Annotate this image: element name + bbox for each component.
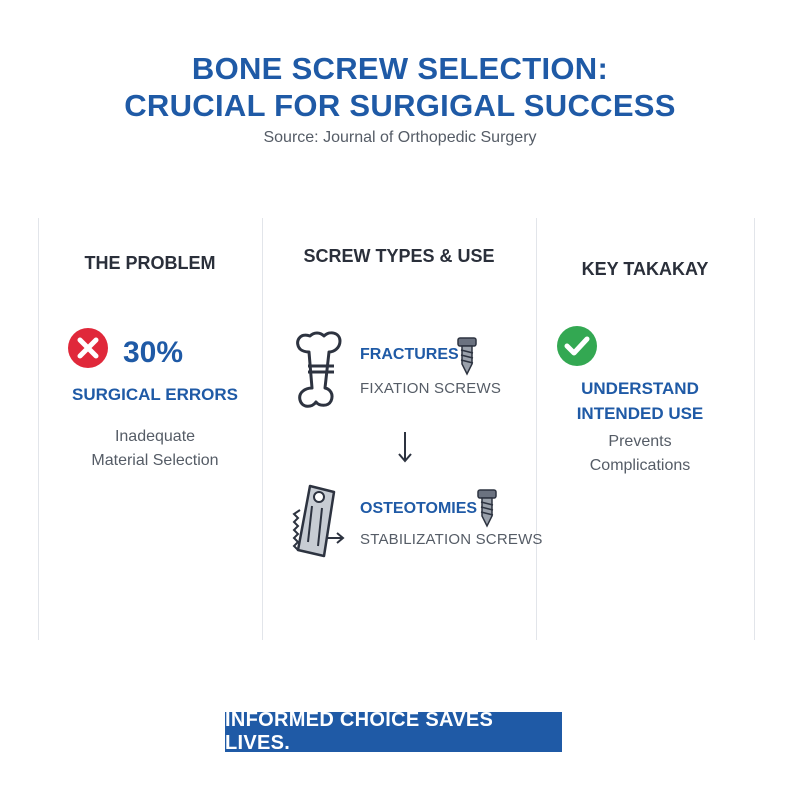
takeaway-label bbox=[540, 376, 740, 426]
problem-stat-label: SURGICAL ERRORS bbox=[72, 385, 238, 404]
source-line: Source: Journal of Orthopedic Surgery bbox=[263, 129, 537, 146]
divider bbox=[262, 218, 263, 640]
bone-icon bbox=[294, 330, 348, 415]
stabilization-label: STABILIZATION SCREWS bbox=[360, 531, 543, 548]
divider bbox=[536, 218, 537, 640]
problem-stat: 30% bbox=[123, 336, 184, 369]
takeaway-description bbox=[540, 430, 740, 478]
screw-icon bbox=[456, 336, 478, 381]
osteotomies-label: OSTEOTOMIES bbox=[360, 500, 478, 517]
screw-types-heading: SCREW TYPES & USE bbox=[303, 246, 495, 266]
takeaway-heading: KEY TAKAKAY bbox=[581, 259, 709, 279]
takeaway-desc-line-1: Prevents bbox=[608, 433, 672, 450]
check-circle-icon bbox=[556, 325, 598, 372]
problem-desc-line-2: Material Selection bbox=[91, 452, 219, 469]
page-title bbox=[0, 50, 800, 124]
fixation-label: FIXATION SCREWS bbox=[360, 380, 502, 397]
problem-description bbox=[50, 425, 260, 473]
divider bbox=[38, 218, 39, 640]
title-line-1: BONE SCREW SELECTION: bbox=[191, 51, 609, 86]
arrow-right-icon bbox=[325, 530, 345, 551]
takeaway-label-line-2: INTENDED USE bbox=[576, 404, 704, 423]
title-line-2: CRUCIAL FOR SURGIGAL SUCCESS bbox=[124, 88, 676, 123]
takeaway-desc-line-2: Complications bbox=[589, 457, 691, 474]
problem-desc-line-1: Inadequate bbox=[114, 428, 196, 445]
problem-heading: THE PROBLEM bbox=[84, 253, 216, 273]
bone-plate-icon bbox=[288, 482, 344, 565]
screw-icon bbox=[476, 488, 498, 533]
takeaway-label-line-1: UNDERSTAND bbox=[581, 379, 699, 398]
divider bbox=[754, 218, 755, 640]
bottom-banner: INFORMED CHOICE SAVES LIVES. bbox=[225, 712, 562, 752]
arrow-down-icon bbox=[397, 430, 413, 469]
fractures-label: FRACTURES bbox=[360, 346, 459, 363]
x-circle-icon bbox=[67, 327, 109, 374]
